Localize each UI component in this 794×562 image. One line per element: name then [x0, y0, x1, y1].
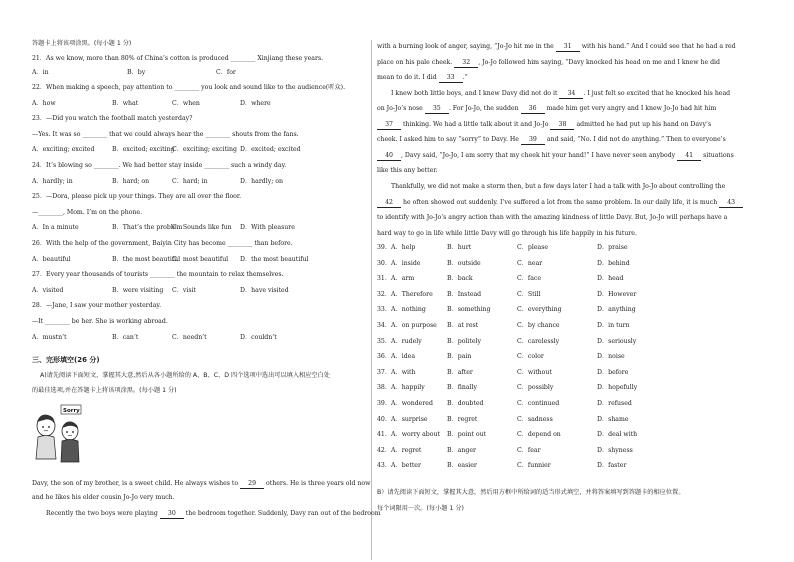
cloze-option-34-c: C．by chance [517, 322, 560, 329]
cloze-option-32-b: B．Instead [447, 290, 482, 298]
cloze-option-30-a: 30．A．inside [377, 259, 421, 267]
q27-option-a: A．visited [32, 287, 64, 294]
q28-stem-2: —It ________ be her. She is working abroad. [32, 318, 168, 325]
cloze-option-30-d: D．behind [597, 259, 630, 267]
q22-option-b: B．what [112, 100, 139, 107]
passage-r-line-3: mean to do it. I did 33 .” [377, 74, 468, 81]
cloze-option-32-d: D．However [597, 290, 637, 298]
cloze-option-42-b: B．anger [447, 446, 476, 454]
q25-option-d: D．With pleasure [240, 224, 295, 231]
q26-option-b: B．the most beautiful [112, 256, 181, 263]
cloze-option-40-a: 40．A．surprise [377, 415, 428, 423]
q27-option-d: D．have visited [240, 287, 289, 294]
cloze-option-29-d: D．praise [597, 244, 628, 251]
cloze-option-37-c: C．without [517, 368, 552, 376]
section-b-instruction-2: 每个词限用一次。(每小题 1 分) [377, 505, 464, 512]
q25-option-a: A．In a minute [32, 224, 79, 231]
cloze-option-33-a: 33．A．nothing [377, 306, 426, 314]
q28-stem: 28．—Jane, I saw your mother yesterday. [32, 302, 162, 309]
q28-option-c: C．needn’t [172, 334, 207, 341]
cloze-option-36-d: D．noise [597, 353, 625, 361]
q21-option-b: B．by [127, 69, 146, 76]
passage-r-line-8: 40 , Davy said, “Jo-Jo, I am sorry that my cheek hit your hand!” I have never seen anybody 41 situations [377, 152, 734, 161]
passage-r-line-7: cheek. I asked him to say “sorry” to Davy. He 39 and said, “No. I did not do anything.” Then to everyone’s [377, 136, 726, 143]
q27-option-b: B．were visiting [112, 287, 164, 294]
q25-stem-2: —________, Mom. I’m on the phone. [32, 209, 143, 216]
passage-r-line-11: 42 he often showed out suddenly. I’ve suffered a lot from the same problem. In our daily life, it is much 43 [377, 199, 743, 208]
cloze-option-39-b: B．doubted [447, 400, 484, 407]
cloze-option-31-b: B．back [447, 275, 473, 283]
cloze-option-32-a: 32．A．Therefore [377, 290, 433, 298]
cloze-option-34-d: D．in turn [597, 322, 630, 329]
cloze-option-34-b: B．at rest [447, 322, 479, 329]
blank-30: 30 [160, 510, 184, 519]
cloze-option-43-b: B．easier [447, 462, 477, 470]
passage-r-line-9: like this any better. [377, 167, 438, 174]
q25-option-b: B．That’s the problem [112, 224, 183, 231]
q21-stem: 21．As we know, more than 80% of China’s cotton is produced ________ Xinjiang these years. [32, 55, 324, 62]
cloze-option-29-c: C．please [517, 244, 549, 251]
blank-33: 33 [439, 74, 463, 83]
q23-option-d: D．excited; excited [240, 146, 301, 153]
section-b-instruction-1: B）请先阅读下面短文，掌握其大意，然后用方框中所给词的适当形式填空，并将答案填写到答题卡的相应位置。 [377, 489, 685, 496]
q22-option-a: A．how [32, 100, 56, 107]
cloze-option-35-c: C．carelessly [517, 337, 560, 345]
passage-r-line-6: 37 thinking. We had a little talk about it and Jo-Jo 38 admitted he had put up his hand on Davy’s [377, 121, 711, 130]
q23-stem-2: —Yes. It was so ________ that we could always hear the ________ shouts from the fans. [32, 131, 299, 138]
cloze-option-38-b: B．finally [447, 384, 477, 392]
passage-r-line-12: to identify with Jo-Jo’s angry action than with the amazing kindness of little Davy. But, Jo-Jo will perhaps have a [377, 214, 728, 221]
blank-43: 43 [719, 199, 743, 208]
cloze-option-34-a: 34．A．on purpose [377, 322, 437, 329]
passage-line-2: and he likes his elder cousin Jo-Jo very much. [32, 494, 175, 501]
q22-option-d: D．where [240, 100, 271, 107]
section-3-heading: 三、完形填空(26 分) [32, 356, 100, 364]
q27-option-c: C．visit [172, 287, 197, 294]
q25-option-c: C．Sounds like fun [172, 224, 232, 231]
cloze-option-40-b: B．regret [447, 415, 478, 423]
q26-stem: 26．With the help of the government, Baiyin City has become ________ than before. [32, 240, 293, 247]
passage-r-line-4: I knew both little boys, and I knew Davy did not do it 34 . I just felt so excited that he knocked his head [391, 90, 731, 97]
cloze-option-38-d: D．hopefully [597, 384, 638, 392]
right-boy-body [61, 440, 79, 463]
passage-line-1: Davy, the son of my brother, is a sweet child. He always wishes to 29 others. He is three years old now [32, 480, 371, 487]
blank-37: 37 [377, 121, 401, 130]
blank-32: 32 [454, 59, 478, 68]
q21-option-c: C．for [216, 69, 236, 76]
cloze-instruction-2: 的最佳选项,并在答题卡上将该项涂黑。(每小题 1 分) [32, 387, 177, 394]
blank-40: 40 [377, 152, 401, 161]
cloze-option-31-a: 31．A．arm [377, 275, 415, 283]
q24-option-d: D．hardly; on [240, 178, 283, 185]
cloze-option-35-a: 35．A．rudely [377, 337, 422, 345]
cloze-option-38-c: C．possibly [517, 384, 554, 392]
cloze-option-43-d: D．faster [597, 462, 627, 470]
q22-option-c: C．when [172, 100, 200, 107]
cloze-option-42-a: 42．A．regret [377, 446, 422, 454]
blank-38: 38 [550, 121, 574, 130]
cloze-option-35-d: D．seriously [597, 337, 637, 345]
blank-39: 39 [521, 136, 545, 145]
q26-option-c: C．most beautiful [172, 256, 229, 263]
q24-option-c: C．hard; in [172, 178, 208, 185]
cloze-option-38-a: 38．A．happily [377, 384, 425, 392]
sorry-text: Sorry [63, 408, 80, 414]
cloze-option-43-a: 43．A．better [377, 462, 421, 470]
passage-r-line-10: Thankfully, we did not make a storm then, but a few days later I had a talk with Jo-Jo about controlling the [391, 183, 726, 190]
cloze-option-36-b: B．pain [447, 353, 472, 361]
two-boys-drawing [32, 404, 86, 466]
cloze-instruction-1: A)请先阅读下面短文，掌握其大意,然后从各小题所给的 A、B、C、D 四个选项中选出可以填入相应空白处 [40, 372, 330, 379]
blank-29: 29 [240, 480, 264, 489]
q24-stem: 24．It’s blowing so ________. We had better stay inside ________ such a windy day. [32, 162, 287, 169]
blank-42: 42 [377, 199, 401, 208]
blank-31: 31 [556, 43, 580, 52]
cloze-option-42-c: C．fear [517, 446, 541, 454]
cloze-option-41-a: 41．A．worry about [377, 431, 440, 439]
cloze-option-35-b: B．politely [447, 337, 482, 345]
cloze-option-40-d: D．shame [597, 415, 629, 423]
cloze-option-31-d: D．head [597, 275, 624, 283]
cloze-option-33-d: D．anything [597, 306, 636, 314]
q24-option-b: B．hard; on [112, 178, 150, 185]
cloze-option-41-b: B．point out [447, 431, 487, 439]
cloze-option-40-c: C．sadness [517, 415, 553, 423]
passage-line-3: Recently the two boys were playing 30 the bedroom together. Suddenly, Davy ran out of the bedroom [46, 510, 381, 517]
blank-41: 41 [677, 152, 701, 161]
cloze-option-31-c: C．face [517, 275, 542, 283]
q26-option-d: D．the most beautiful [240, 256, 309, 263]
q25-stem: 25．—Dora, please pick up your things. They are all over the floor. [32, 193, 242, 200]
q27-stem: 27．Every year thousands of tourists ________ the mountain to relax themselves. [32, 271, 284, 278]
cloze-option-41-c: C．depend on [517, 431, 561, 439]
q21-option-a: A．in [32, 69, 49, 76]
cloze-option-39-a: 39．A．wondered [377, 400, 433, 407]
q22-stem: 22．When making a speech, pay attention to ________ you look and sound like to the audience(听众). [32, 84, 346, 91]
cloze-option-36-c: C．color [517, 353, 544, 361]
left-boy-body [36, 436, 56, 460]
blank-36: 36 [521, 105, 545, 114]
cloze-option-33-b: B．something [447, 306, 491, 314]
cloze-option-36-a: 36．A．idea [377, 353, 416, 361]
cloze-option-39-d: D．refused [597, 400, 632, 407]
cloze-option-39-c: C．continued [517, 400, 560, 407]
q28-option-b: B．can’t [112, 334, 139, 341]
cloze-option-33-c: C．everything [517, 306, 562, 314]
q28-option-d: D．couldn’t [240, 334, 277, 341]
cloze-option-37-d: D．before [597, 368, 629, 376]
cloze-option-30-c: C．near [517, 259, 543, 267]
blank-34: 34 [559, 90, 583, 99]
q24-option-a: A．hardly; in [32, 178, 73, 185]
passage-r-line-1: with a burning look of anger, saying, “Jo-Jo hit me in the 31 with his hand.” And I could see that he had a red [377, 43, 736, 50]
q26-option-a: A．beautiful [32, 256, 71, 263]
cartoon-illustration [32, 404, 86, 466]
cloze-option-30-b: B．outside [447, 259, 481, 267]
q23-stem: 23．—Did you watch the football match yesterday? [32, 115, 193, 122]
cloze-option-37-b: B．after [447, 368, 473, 376]
passage-r-line-13: hard way to go in life while little Davy will go through his life happily in his future. [377, 230, 637, 237]
cloze-option-42-d: D．shyness [597, 446, 633, 454]
cloze-option-29-a: 39．A．help [377, 244, 416, 251]
q23-option-c: C．exciting; exciting [172, 146, 237, 153]
cloze-option-37-a: 37．A．with [377, 368, 416, 376]
blank-35: 35 [425, 105, 449, 114]
header-instruction: 答题卡上将该项涂黑。(每小题 1 分) [32, 40, 132, 47]
passage-r-line-5: on Jo-Jo’s nose 35 . For Jo-Jo, the sudden 36 made him get very angry and I knew Jo-Jo had hit him [377, 105, 717, 112]
cloze-option-41-d: D．deal with [597, 431, 638, 439]
q28-option-a: A．mustn’t [32, 334, 67, 341]
cloze-option-29-b: B．hurt [447, 244, 472, 251]
column-divider [371, 40, 372, 560]
cloze-option-32-c: C．Still [517, 290, 541, 298]
q23-option-a: A．exciting; excited [32, 146, 95, 153]
passage-r-line-2: place on his pale cheek. 32 , Jo-Jo followed him saying, “Davy knocked his head on me and I knew he did [377, 59, 721, 66]
q23-option-b: B．excited; exciting [112, 146, 175, 153]
cloze-option-43-c: C．funnier [517, 462, 551, 470]
